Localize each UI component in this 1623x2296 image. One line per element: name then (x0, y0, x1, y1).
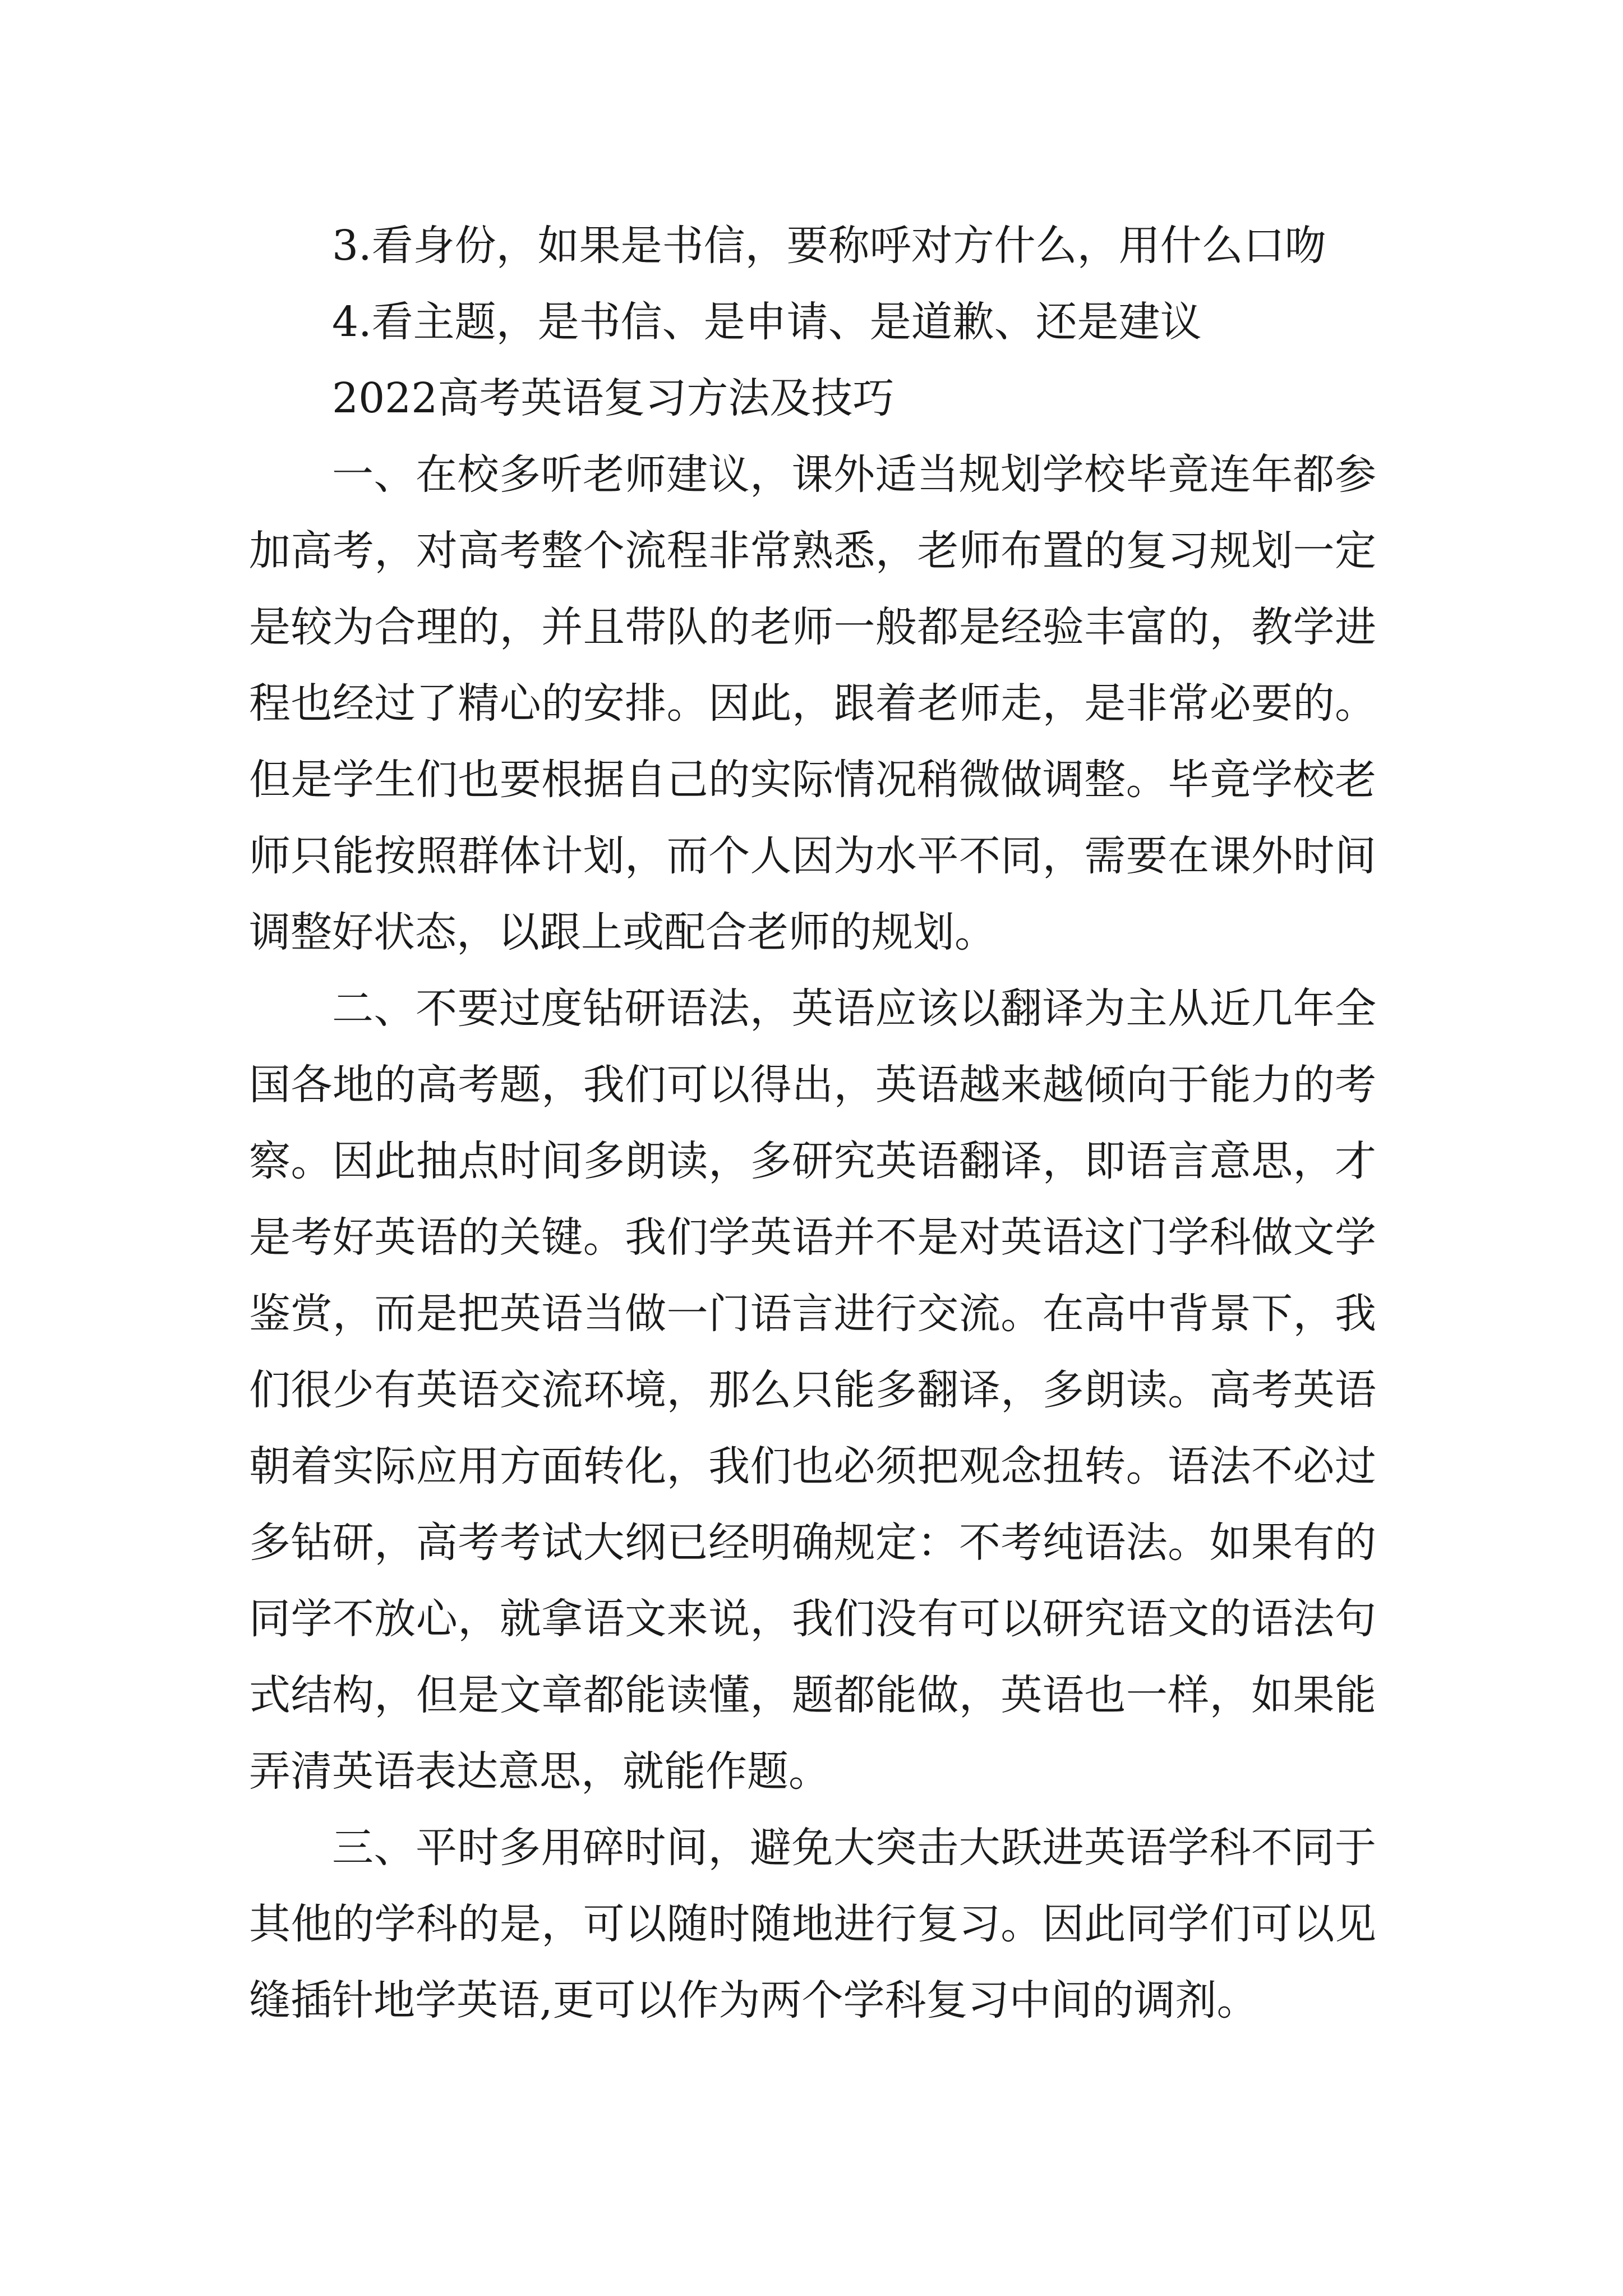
paragraph-3: 三、平时多用碎时间，避免大突击大跃进英语学科不同于其他的学科的是，可以随时随地进行复习。因此同学们可以见缝插针地学英语,更可以作为两个学科复习中间的调剂。 (249, 1824, 1376, 2024)
list-line-4: 4.看主题，是书信、是申请、是道歉、还是建议 (332, 298, 1202, 346)
paragraph-2: 二、不要过度钻研语法，英语应该以翻译为主从近几年全国各地的高考题，我们可以得出，英语越来越倾向于能力的考察。因此抽点时间多朗读，多研究英语翻译，即语言意思，才是考好英语的关键。我们学英语并不是对英语这门学科做文学鉴赏，而是把英语当做一门语言进行交流。在高中背景下，我们很少有英语交流环境，那么只能多翻译，多朗读。高考英语朝着实际应用方面转化，我们也必须把观念扭转。语法不必过多钻研，高考考试大纲已经明确规定：不考纯语法。如果有的同学不放心，就拿语文来说，我们没有可以研究语文的语法句式结构，但是文章都能读懂，题都能做，英语也一样，如果能弄清英语表达意思，就能作题。 (249, 984, 1376, 1796)
document-body (249, 208, 1376, 2039)
list-line-3: 3.看身份，如果是书信，要称呼对方什么，用什么口吻 (332, 222, 1326, 270)
paragraph-1: 一、在校多听老师建议，课外适当规划学校毕竟连年都参加高考，对高考整个流程非常熟悉，老师布置的复习规划一定是较为合理的，并且带队的老师一般都是经验丰富的，教学进程也经过了精心的安排。因此，跟着老师走，是非常必要的。但是学生们也要根据自己的实际情况稍微做调整。毕竟学校老师只能按照群体计划，而个人因为水平不同，需要在课外时间调整好状态，以跟上或配合老师的规划。 (249, 450, 1376, 956)
section-title: 2022高考英语复习方法及技巧 (332, 374, 895, 422)
